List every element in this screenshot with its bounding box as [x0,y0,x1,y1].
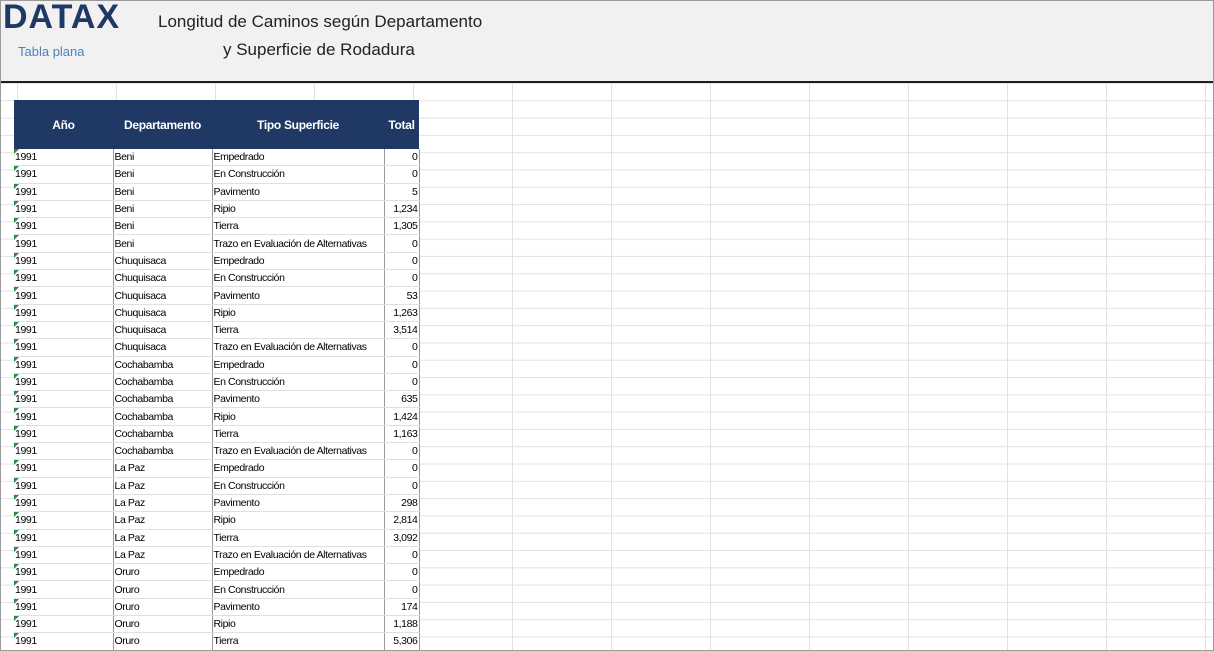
report-header [1,1,1213,83]
cell-surface-type[interactable]: En Construcción [212,270,384,287]
cell-surface-type[interactable]: Ripio [212,200,384,217]
cell-total[interactable]: 0 [384,546,419,563]
report-title-line-2: y Superficie de Rodadura [223,40,415,59]
cell-department[interactable]: Cochabamba [113,443,212,460]
table-row [14,494,419,511]
table-row [14,581,419,598]
data-table [14,100,420,651]
cell-department[interactable]: Cochabamba [113,425,212,442]
cell-year[interactable]: 1991 [14,218,113,235]
table-row [14,460,419,477]
cell-surface-type[interactable]: Trazo en Evaluación de Alternativas [212,339,384,356]
table-row [14,564,419,581]
cell-year[interactable]: 1991 [14,512,113,529]
table-row [14,287,419,304]
cell-surface-type[interactable]: Pavimento [212,287,384,304]
cell-department[interactable]: Chuquisaca [113,252,212,269]
cell-total[interactable]: 53 [384,287,419,304]
table-row [14,546,419,563]
cell-year[interactable]: 1991 [14,321,113,338]
cell-year[interactable]: 1991 [14,408,113,425]
cell-total[interactable]: 0 [384,270,419,287]
cell-surface-type[interactable]: Tierra [212,529,384,546]
cell-surface-type[interactable]: Pavimento [212,183,384,200]
cell-surface-type[interactable]: Tierra [212,218,384,235]
table-row [14,633,419,650]
cell-department[interactable]: Chuquisaca [113,270,212,287]
cell-surface-type[interactable]: Ripio [212,512,384,529]
table-header-row [14,100,419,149]
cell-year[interactable]: 1991 [14,287,113,304]
cell-total[interactable]: 5 [384,183,419,200]
cell-department[interactable]: La Paz [113,529,212,546]
cell-year[interactable]: 1991 [14,373,113,390]
cell-department[interactable]: Chuquisaca [113,339,212,356]
cell-year[interactable]: 1991 [14,581,113,598]
table-row [14,598,419,615]
cell-surface-type[interactable]: Pavimento [212,391,384,408]
cell-year[interactable]: 1991 [14,270,113,287]
table-row [14,339,419,356]
cell-department[interactable]: La Paz [113,494,212,511]
cell-department[interactable]: Cochabamba [113,373,212,390]
cell-year[interactable]: 1991 [14,339,113,356]
cell-total[interactable]: 0 [384,166,419,183]
table-row [14,149,419,166]
cell-surface-type[interactable]: Tierra [212,425,384,442]
cell-surface-type[interactable]: Trazo en Evaluación de Alternativas [212,443,384,460]
cell-year[interactable]: 1991 [14,616,113,633]
table-row [14,512,419,529]
cell-department[interactable]: Chuquisaca [113,321,212,338]
cell-department[interactable]: Beni [113,166,212,183]
cell-total[interactable]: 0 [384,564,419,581]
cell-total[interactable]: 3,092 [384,529,419,546]
cell-total[interactable]: 0 [384,581,419,598]
cell-department[interactable]: Oruro [113,581,212,598]
cell-surface-type[interactable]: Ripio [212,304,384,321]
cell-department[interactable]: Oruro [113,616,212,633]
cell-surface-type[interactable]: Empedrado [212,252,384,269]
cell-department[interactable]: Oruro [113,633,212,650]
cell-department[interactable]: Beni [113,149,212,166]
cell-department[interactable]: Beni [113,235,212,252]
cell-total[interactable]: 635 [384,391,419,408]
cell-year[interactable]: 1991 [14,633,113,650]
cell-total[interactable]: 1,163 [384,425,419,442]
cell-year[interactable]: 1991 [14,149,113,166]
cell-department[interactable]: Beni [113,200,212,217]
table-row [14,616,419,633]
cell-total[interactable]: 3,514 [384,321,419,338]
cell-total[interactable]: 1,424 [384,408,419,425]
cell-total[interactable]: 298 [384,494,419,511]
cell-department[interactable]: Cochabamba [113,356,212,373]
table-row [14,183,419,200]
table-row [14,270,419,287]
cell-surface-type[interactable]: Trazo en Evaluación de Alternativas [212,546,384,563]
table-row [14,304,419,321]
cell-department[interactable]: La Paz [113,546,212,563]
cell-total[interactable]: 5,306 [384,633,419,650]
column-header-year[interactable]: Año [14,100,113,149]
column-header-department[interactable]: Departamento [113,100,212,149]
cell-surface-type[interactable]: Ripio [212,408,384,425]
column-header-total[interactable]: Total [384,100,419,149]
cell-year[interactable]: 1991 [14,304,113,321]
cell-total[interactable]: 0 [384,149,419,166]
cell-total[interactable]: 2,814 [384,512,419,529]
table-row [14,425,419,442]
cell-total[interactable]: 174 [384,598,419,615]
cell-surface-type[interactable]: Pavimento [212,494,384,511]
cell-total[interactable]: 0 [384,356,419,373]
cell-year[interactable]: 1991 [14,425,113,442]
cell-year[interactable]: 1991 [14,391,113,408]
cell-department[interactable]: La Paz [113,477,212,494]
datax-logo: DATAX [3,0,121,36]
cell-year[interactable]: 1991 [14,598,113,615]
cell-total[interactable]: 1,188 [384,616,419,633]
table-row [14,408,419,425]
cell-total[interactable]: 1,234 [384,200,419,217]
cell-total[interactable]: 0 [384,373,419,390]
cell-surface-type[interactable]: Tierra [212,633,384,650]
cell-total[interactable]: 0 [384,443,419,460]
cell-total[interactable]: 0 [384,477,419,494]
cell-surface-type[interactable]: Empedrado [212,460,384,477]
cell-year[interactable]: 1991 [14,443,113,460]
cell-department[interactable]: La Paz [113,512,212,529]
table-row [14,443,419,460]
cell-department[interactable]: Chuquisaca [113,287,212,304]
cell-surface-type[interactable]: En Construcción [212,581,384,598]
cell-surface-type[interactable]: En Construcción [212,373,384,390]
cell-year[interactable]: 1991 [14,200,113,217]
cell-year[interactable]: 1991 [14,252,113,269]
table-row [14,373,419,390]
cell-surface-type[interactable]: Pavimento [212,598,384,615]
cell-year[interactable]: 1991 [14,183,113,200]
table-row [14,200,419,217]
cell-department[interactable]: La Paz [113,460,212,477]
logo-subtitle: Tabla plana [18,44,85,59]
cell-total[interactable]: 0 [384,460,419,477]
table-row [14,391,419,408]
cell-department[interactable]: Beni [113,218,212,235]
cell-department[interactable]: Oruro [113,598,212,615]
table-row [14,321,419,338]
cell-surface-type[interactable]: Empedrado [212,356,384,373]
cell-department[interactable]: Cochabamba [113,408,212,425]
cell-total[interactable]: 0 [384,339,419,356]
cell-year[interactable]: 1991 [14,460,113,477]
cell-year[interactable]: 1991 [14,477,113,494]
cell-surface-type[interactable]: Ripio [212,616,384,633]
table-row [14,166,419,183]
cell-surface-type[interactable]: Trazo en Evaluación de Alternativas [212,235,384,252]
cell-total[interactable]: 1,263 [384,304,419,321]
cell-year[interactable]: 1991 [14,494,113,511]
table-row [14,356,419,373]
cell-year[interactable]: 1991 [14,546,113,563]
cell-surface-type[interactable]: Empedrado [212,564,384,581]
table-row [14,252,419,269]
cell-year[interactable]: 1991 [14,356,113,373]
cell-year[interactable]: 1991 [14,564,113,581]
cell-surface-type[interactable]: Tierra [212,321,384,338]
table-row [14,218,419,235]
table-row [14,477,419,494]
table-row [14,235,419,252]
report-title-line-1: Longitud de Caminos según Departamento [158,12,483,31]
cell-year[interactable]: 1991 [14,529,113,546]
cell-department[interactable]: Chuquisaca [113,304,212,321]
cell-total[interactable]: 0 [384,252,419,269]
cell-year[interactable]: 1991 [14,166,113,183]
cell-department[interactable]: Beni [113,183,212,200]
cell-surface-type[interactable]: Empedrado [212,149,384,166]
column-header-surface-type[interactable]: Tipo Superficie [212,100,384,149]
cell-surface-type[interactable]: En Construcción [212,477,384,494]
cell-surface-type[interactable]: En Construcción [212,166,384,183]
cell-total[interactable]: 1,305 [384,218,419,235]
cell-department[interactable]: Cochabamba [113,391,212,408]
table-row [14,529,419,546]
cell-total[interactable]: 0 [384,235,419,252]
cell-year[interactable]: 1991 [14,235,113,252]
cell-department[interactable]: Oruro [113,564,212,581]
